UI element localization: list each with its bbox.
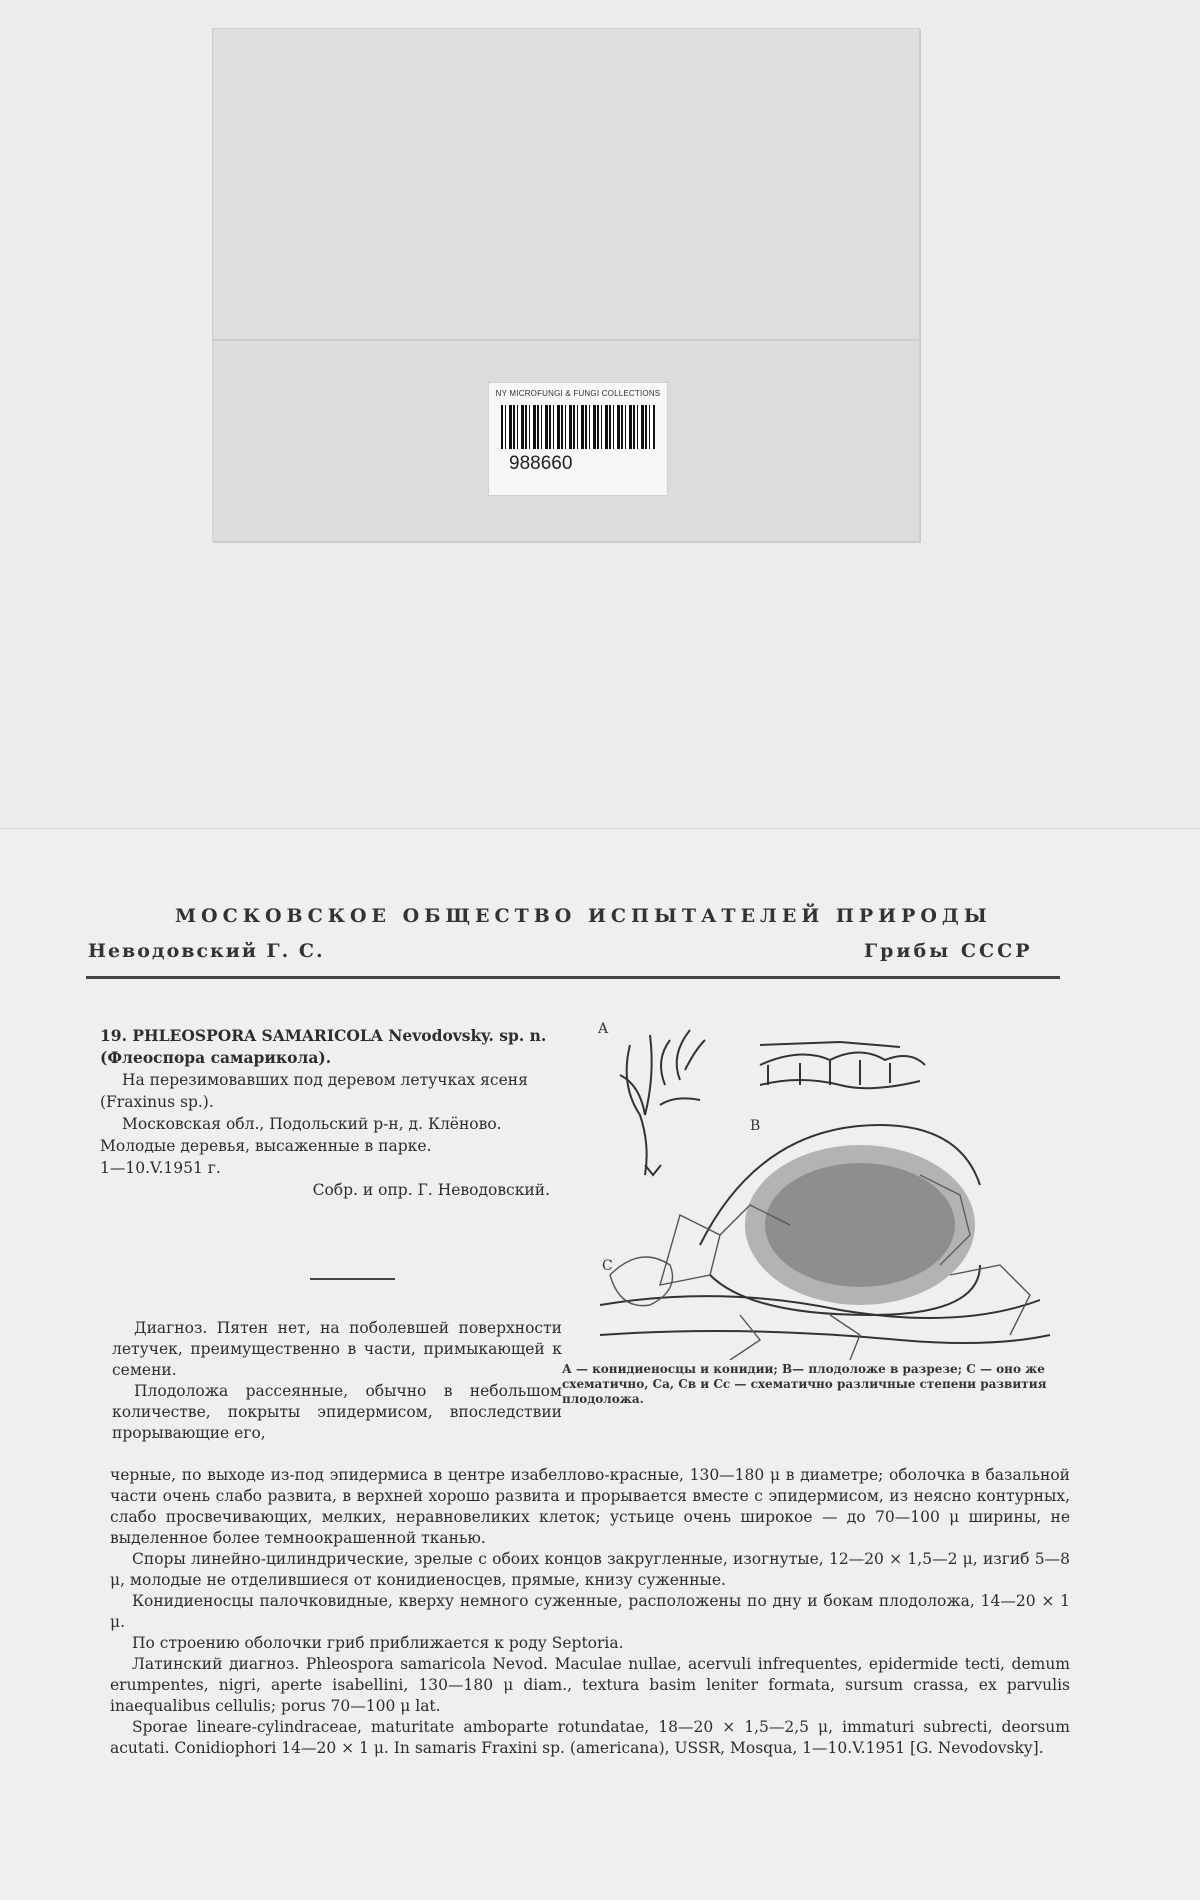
diagnosis-paragraph: Конидиеносцы палочковидные, кверху немного суженные, расположены по дну и бокам плодоложа, 14—20 × 1 μ. [110,1592,1070,1631]
barcode-institution: NY MICROFUNGI & FUNGI COLLECTIONS [495,389,661,398]
section-divider [310,1278,395,1280]
illustration-figure [590,1015,1055,1360]
specimen-title: 19. PHLEOSPORA SAMARICOLA Nevodovsky. sp. n. (Флеоспора самарикола). [100,1026,547,1067]
diagnosis-left-column [112,1318,562,1444]
diagnosis-line: Диагноз. Пятен нет, на поболевшей поверхности летучек, преимущественно в части, примыкающей к семени. [112,1319,562,1379]
series-title: Грибы СССР [864,940,1033,962]
specimen-substrate: На перезимовавших под деревом летучках ясеня (Fraxinus sp.). [100,1071,528,1111]
header-rule [86,976,1060,979]
specimen-collector: Собр. и опр. Г. Неводовский. [312,1181,550,1199]
figure-label-c: C [602,1258,613,1274]
specimen-date: 1—10.V.1951 г. [100,1159,221,1177]
diagnosis-line: Плодоложа рассеянные, обычно в небольшом количестве, покрыты эпидермисом, впоследствии прорывающие его, [112,1382,562,1442]
society-title: МОСКОВСКОЕ ОБЩЕСТВО ИСПЫТАТЕЛЕЙ ПРИРОДЫ [175,905,992,927]
diagnosis-paragraph: Споры линейно-цилиндрические, зрелые с обоих концов закругленные, изогнутые, 12—20 × 1,5—2 μ, изгиб 5—8 μ, молодые не отделившиеся от конидиеносцев, прямые, книзу суженные. [110,1550,1070,1589]
barcode-label [488,382,668,496]
diagnosis-paragraph: По строению оболочки гриб приближается к роду Septoria. [132,1634,624,1652]
collector-name: Неводовский Г. С. [88,940,325,962]
figure-caption: А — конидиеносцы и конидии; В— плодоложе в разрезе; С — оно же схематично, Са, Св и Сс — схематично различные степени развития плодоложа. [562,1362,1047,1406]
diagnosis-paragraph: черные, по выходе из-под эпидермиса в центре изабеллово-красные, 130—180 μ в диаметре; оболочка в базальной части очень слабо развита, в верхней хорошо развита и прорывается вместе с эпидермисом, из неясно контурных, слабо просвечивающих, мелких, неравновеликих клеток; устьице очень широкое — до 70—100 μ ширины, не выделенное более темноокрашенной тканью. [110,1466,1070,1547]
diagnosis-full-width [110,1465,1070,1759]
figure-label-a: A [598,1021,609,1037]
latin-diagnosis-cont: Sporae lineare-cylindraceae, maturitate amboparte rotundatae, 18—20 × 1,5—2,5 μ, immaturi subrecti, deorsum acutati. Conidiophori 14—20 × 1 μ. In samaris Fraxini sp. (americana), USSR, Mosqua, 1—10.V.1951 [G. Nevodovsky]. [110,1718,1070,1757]
figure-label-b: B [750,1118,761,1134]
barcode-number: 988660 [509,453,573,474]
specimen-locality: Московская обл., Подольский р-н, д. Клёново. Молодые деревья, высаженные в парке. [100,1115,502,1155]
packet-flap [213,29,919,341]
latin-diagnosis: Латинский диагноз. Phleospora samaricola Nevod. Maculae nullae, acervuli infrequentes, epidermide tecti, demum erumpentes, nigri, aperte isabellini, 130—180 μ diam., textura basim leniter formata, sursum crassa, ex parvulis inaequalibus cellulis; porus 70—100 μ lat. [110,1655,1070,1715]
barcode-icon [501,405,655,449]
specimen-entry [100,1025,550,1201]
